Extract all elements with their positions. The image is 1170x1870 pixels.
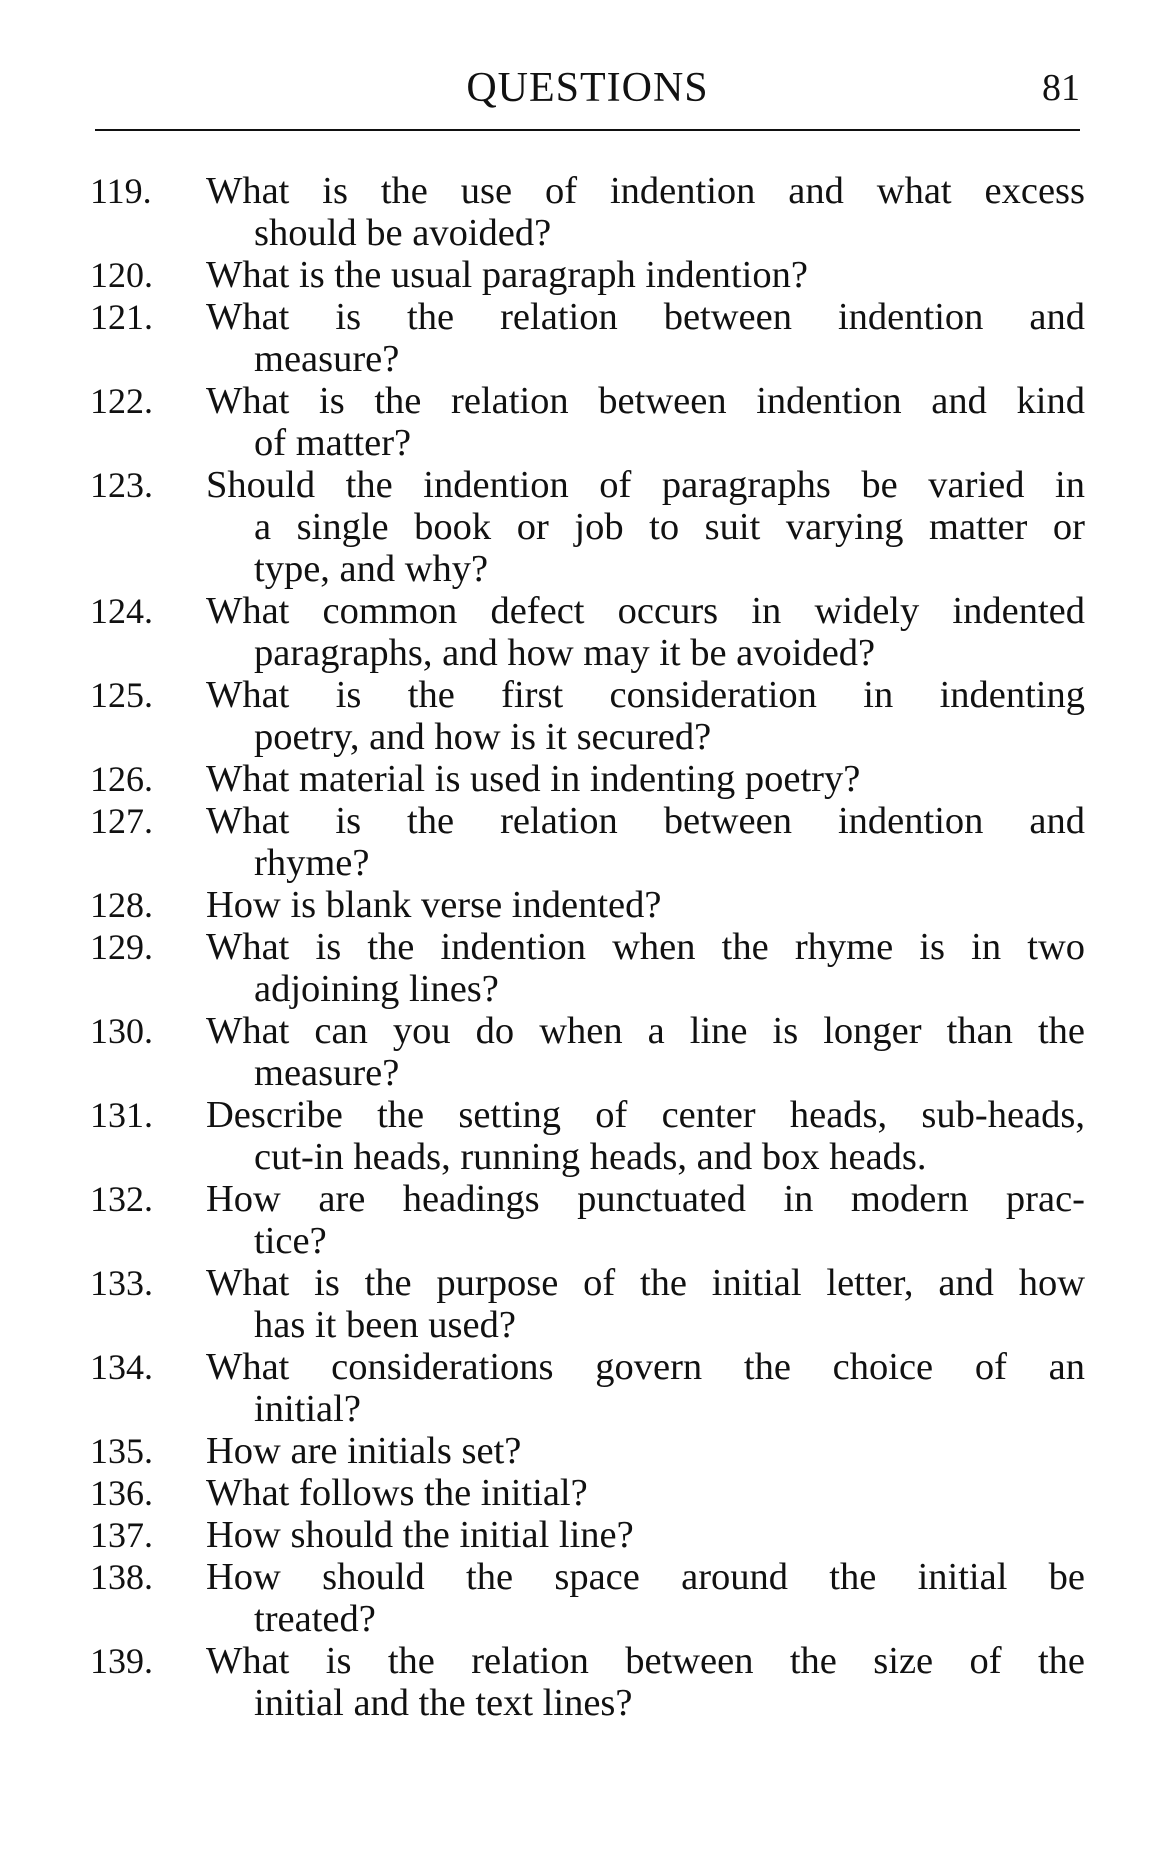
question-text xyxy=(206,1556,1085,1640)
question-text xyxy=(206,380,1085,464)
question-number: 139. xyxy=(90,1641,153,1681)
question-item xyxy=(90,1472,1085,1514)
question-item xyxy=(90,170,1085,254)
question-text xyxy=(206,758,1085,800)
question-text xyxy=(206,1430,1085,1472)
question-text xyxy=(206,926,1085,1010)
question-text-line: What follows the initial? xyxy=(206,1472,588,1514)
question-item xyxy=(90,884,1085,926)
question-number: 132. xyxy=(90,1179,153,1219)
question-text xyxy=(206,1346,1085,1430)
question-number: 128. xyxy=(90,885,153,925)
question-text-line: How are headings punctuated in modern prac- xyxy=(206,1178,1085,1220)
question-item xyxy=(90,1262,1085,1346)
question-text-line: initial and the text lines? xyxy=(254,1682,633,1724)
question-text xyxy=(206,296,1085,380)
question-item xyxy=(90,758,1085,800)
question-number: 130. xyxy=(90,1011,153,1051)
question-text-line: What is the purpose of the initial letter, and how xyxy=(206,1262,1085,1304)
question-text-line: adjoining lines? xyxy=(254,968,499,1010)
question-item xyxy=(90,1346,1085,1430)
question-text xyxy=(206,1514,1085,1556)
question-text-line: treated? xyxy=(254,1598,376,1640)
question-item xyxy=(90,1430,1085,1472)
question-item xyxy=(90,464,1085,590)
question-number: 137. xyxy=(90,1515,153,1555)
question-text-line: How is blank verse indented? xyxy=(206,884,662,926)
question-item xyxy=(90,296,1085,380)
question-text-line: paragraphs, and how may it be avoided? xyxy=(254,632,876,674)
question-text-line: rhyme? xyxy=(254,842,370,884)
question-number: 134. xyxy=(90,1347,153,1387)
question-text-line: What common defect occurs in widely indented xyxy=(206,590,1085,632)
question-text xyxy=(206,1010,1085,1094)
question-number: 131. xyxy=(90,1095,153,1135)
page-number: 81 xyxy=(1042,67,1080,109)
question-item xyxy=(90,590,1085,674)
question-text xyxy=(206,590,1085,674)
question-text-line: What is the use of indention and what excess xyxy=(206,170,1085,212)
question-number: 135. xyxy=(90,1431,153,1471)
question-text-line: What can you do when a line is longer than the xyxy=(206,1010,1085,1052)
question-number: 127. xyxy=(90,801,153,841)
question-number: 121. xyxy=(90,297,153,337)
question-text-line: should be avoided? xyxy=(254,212,552,254)
question-item xyxy=(90,674,1085,758)
question-number: 122. xyxy=(90,381,153,421)
question-text-line: poetry, and how is it secured? xyxy=(254,716,712,758)
question-item xyxy=(90,1010,1085,1094)
question-text xyxy=(206,464,1085,590)
question-text-line: measure? xyxy=(254,338,400,380)
question-number: 126. xyxy=(90,759,153,799)
question-item xyxy=(90,380,1085,464)
question-text-line: What is the relation between the size of the xyxy=(206,1640,1085,1682)
question-text xyxy=(206,170,1085,254)
running-head xyxy=(95,58,1080,118)
question-item xyxy=(90,1556,1085,1640)
question-text-line: cut-in heads, running heads, and box heads. xyxy=(254,1136,927,1178)
question-number: 129. xyxy=(90,927,153,967)
question-text xyxy=(206,1094,1085,1178)
question-text-line: What is the relation between indention and xyxy=(206,296,1085,338)
question-text xyxy=(206,1178,1085,1262)
question-text-line: a single book or job to suit varying matter or xyxy=(254,506,1085,548)
question-text-line: What material is used in indenting poetry? xyxy=(206,758,861,800)
question-text xyxy=(206,1262,1085,1346)
question-item xyxy=(90,254,1085,296)
question-item xyxy=(90,800,1085,884)
question-text-line: measure? xyxy=(254,1052,400,1094)
question-number: 133. xyxy=(90,1263,153,1303)
question-text xyxy=(206,674,1085,758)
question-item xyxy=(90,1178,1085,1262)
question-text xyxy=(206,1472,1085,1514)
question-number: 124. xyxy=(90,591,153,631)
question-text-line: What considerations govern the choice of an xyxy=(206,1346,1085,1388)
question-text-line: of matter? xyxy=(254,422,412,464)
question-number: 125. xyxy=(90,675,153,715)
question-text-line: What is the relation between indention and xyxy=(206,800,1085,842)
question-item xyxy=(90,1094,1085,1178)
question-list xyxy=(90,170,1085,1724)
question-text-line: What is the relation between indention and kind xyxy=(206,380,1085,422)
page-title: QUESTIONS xyxy=(466,65,709,111)
question-text-line: initial? xyxy=(254,1388,361,1430)
question-text xyxy=(206,1640,1085,1724)
question-text-line: type, and why? xyxy=(254,548,489,590)
question-text-line: Should the indention of paragraphs be varied in xyxy=(206,464,1085,506)
question-text-line: How are initials set? xyxy=(206,1430,522,1472)
question-text xyxy=(206,884,1085,926)
question-item xyxy=(90,926,1085,1010)
question-number: 119. xyxy=(90,171,152,211)
question-text-line: What is the usual paragraph indention? xyxy=(206,254,808,296)
header-rule xyxy=(95,129,1080,131)
question-text xyxy=(206,800,1085,884)
question-number: 138. xyxy=(90,1557,153,1597)
question-text-line: What is the indention when the rhyme is in two xyxy=(206,926,1085,968)
question-text-line: tice? xyxy=(254,1220,327,1262)
question-number: 120. xyxy=(90,255,153,295)
question-number: 123. xyxy=(90,465,153,505)
question-text-line: What is the first consideration in indenting xyxy=(206,674,1085,716)
question-text-line: has it been used? xyxy=(254,1304,516,1346)
question-number: 136. xyxy=(90,1473,153,1513)
question-item xyxy=(90,1514,1085,1556)
question-text xyxy=(206,254,1085,296)
question-text-line: How should the space around the initial be xyxy=(206,1556,1085,1598)
question-item xyxy=(90,1640,1085,1724)
question-text-line: Describe the setting of center heads, sub-heads, xyxy=(206,1094,1085,1136)
question-text-line: How should the initial line? xyxy=(206,1514,634,1556)
